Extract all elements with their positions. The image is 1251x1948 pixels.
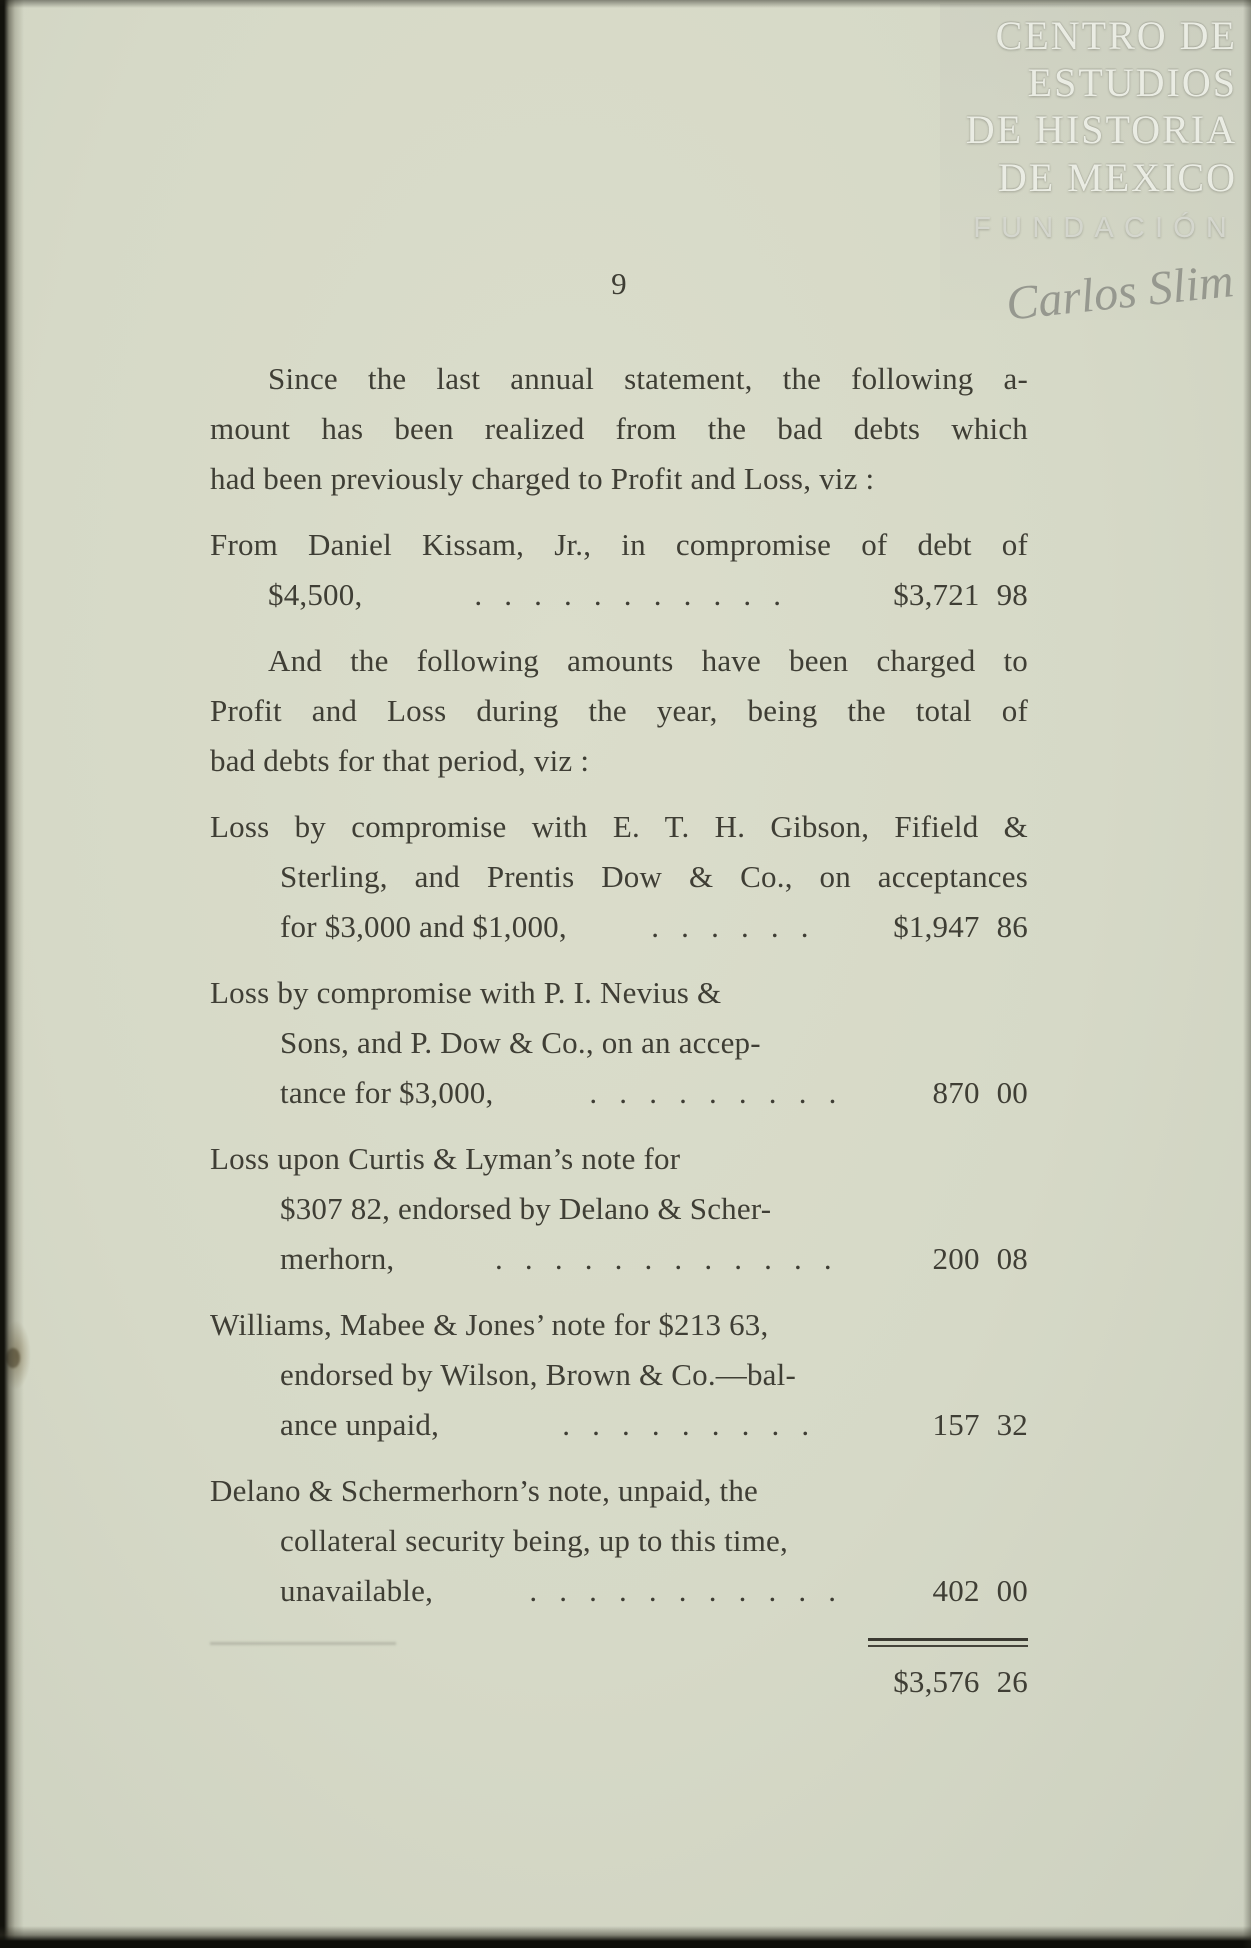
scan-edge-left (0, 0, 24, 1948)
amount-value: 157 32 (932, 1407, 1028, 1442)
dot-leader: . . . . . . . . . (589, 1075, 837, 1110)
charged-paragraph (210, 636, 1028, 786)
loss-entry (210, 968, 1028, 1118)
text-line: Delano & Schermerhorn’s note, unpaid, the (210, 1473, 758, 1508)
show-through-line (210, 1642, 396, 1645)
total-section (210, 1638, 1028, 1707)
watermark-foundation: FUNDACIÓN (973, 211, 1237, 244)
page-number: 9 (611, 266, 627, 301)
amount-line (210, 1400, 1028, 1450)
page-content (210, 262, 1028, 1707)
text-line: endorsed by Wilson, Brown & Co.—bal- (280, 1357, 796, 1392)
amount-line-text: ance unpaid, (280, 1407, 440, 1442)
amount-line (210, 1566, 1028, 1616)
text-line: Sons, and P. Dow & Co., on an accep- (280, 1025, 761, 1060)
total-rule (868, 1638, 1028, 1647)
text-line: bad debts for that period, viz : (210, 743, 590, 778)
amount-value: $3,721 98 (893, 577, 1028, 612)
amount-value: 870 00 (932, 1075, 1028, 1110)
amount-line (210, 1234, 1028, 1284)
watermark-line: DE MEXICO (997, 154, 1237, 200)
text-line: collateral security being, up to this time, (280, 1523, 788, 1558)
dot-leader: . . . . . . . . . . . (474, 577, 782, 612)
amount-line (210, 570, 1028, 620)
amount-line-text: for $3,000 and $1,000, (280, 909, 567, 944)
total-rule-thin (868, 1645, 1028, 1647)
amount-value: 402 00 (932, 1573, 1028, 1608)
dot-leader: . . . . . . . . . (562, 1407, 810, 1442)
total-rule-thick (868, 1638, 1028, 1641)
watermark-line: CENTRO DE (995, 13, 1237, 58)
text-line: Profit and Loss during the year, being the total of (210, 693, 1028, 728)
text-line: $307 82, endorsed by Delano & Scher- (280, 1191, 772, 1226)
amount-line (210, 902, 1028, 952)
text-line: Sterling, and Prentis Dow & Co., on acceptances (280, 859, 1028, 894)
amount-line-text: tance for $3,000, (280, 1075, 494, 1110)
loss-entry (210, 802, 1028, 952)
amount-line (210, 1068, 1028, 1118)
recovery-entry (210, 520, 1028, 620)
dot-leader: . . . . . . . . . . . (529, 1573, 837, 1608)
watermark-signature: Carlos Slim (1003, 254, 1236, 331)
text-line: Loss by compromise with E. T. H. Gibson, Fifield & (210, 809, 1028, 844)
amount-line-text: merhorn, (280, 1241, 395, 1276)
text-line: Williams, Mabee & Jones’ note for $213 63, (210, 1307, 769, 1342)
dot-leader: . . . . . . (651, 909, 809, 944)
dot-leader: . . . . . . . . . . . . (495, 1241, 832, 1276)
loss-entry (210, 1466, 1028, 1616)
loss-entry (210, 1300, 1028, 1450)
text-line: Loss upon Curtis & Lyman’s note for (210, 1141, 681, 1176)
text-line: had been previously charged to Profit and Loss, viz : (210, 461, 875, 496)
amount-value: $1,947 86 (893, 909, 1028, 944)
watermark-line: DE HISTORIA (965, 107, 1237, 153)
total-amount: $3,576 26 (893, 1664, 1028, 1699)
text-line: mount has been realized from the bad debts which (210, 411, 1028, 446)
amount-line-text: unavailable, (280, 1573, 434, 1608)
loss-entry (210, 1134, 1028, 1284)
watermark-line: ESTUDIOS (1027, 60, 1237, 106)
scan-edge-bottom (0, 1926, 1251, 1948)
text-line: And the following amounts have been charged to (268, 643, 1028, 678)
paper-stain (6, 1348, 20, 1368)
amount-line-text: $4,500, (268, 577, 363, 612)
amount-value: 200 08 (932, 1241, 1028, 1276)
text-line: Loss by compromise with P. I. Nevius & (210, 975, 722, 1010)
text-line: From Daniel Kissam, Jr., in compromise of debt of (210, 527, 1028, 562)
text-line: Since the last annual statement, the following a- (268, 361, 1028, 396)
intro-paragraph (210, 354, 1028, 504)
